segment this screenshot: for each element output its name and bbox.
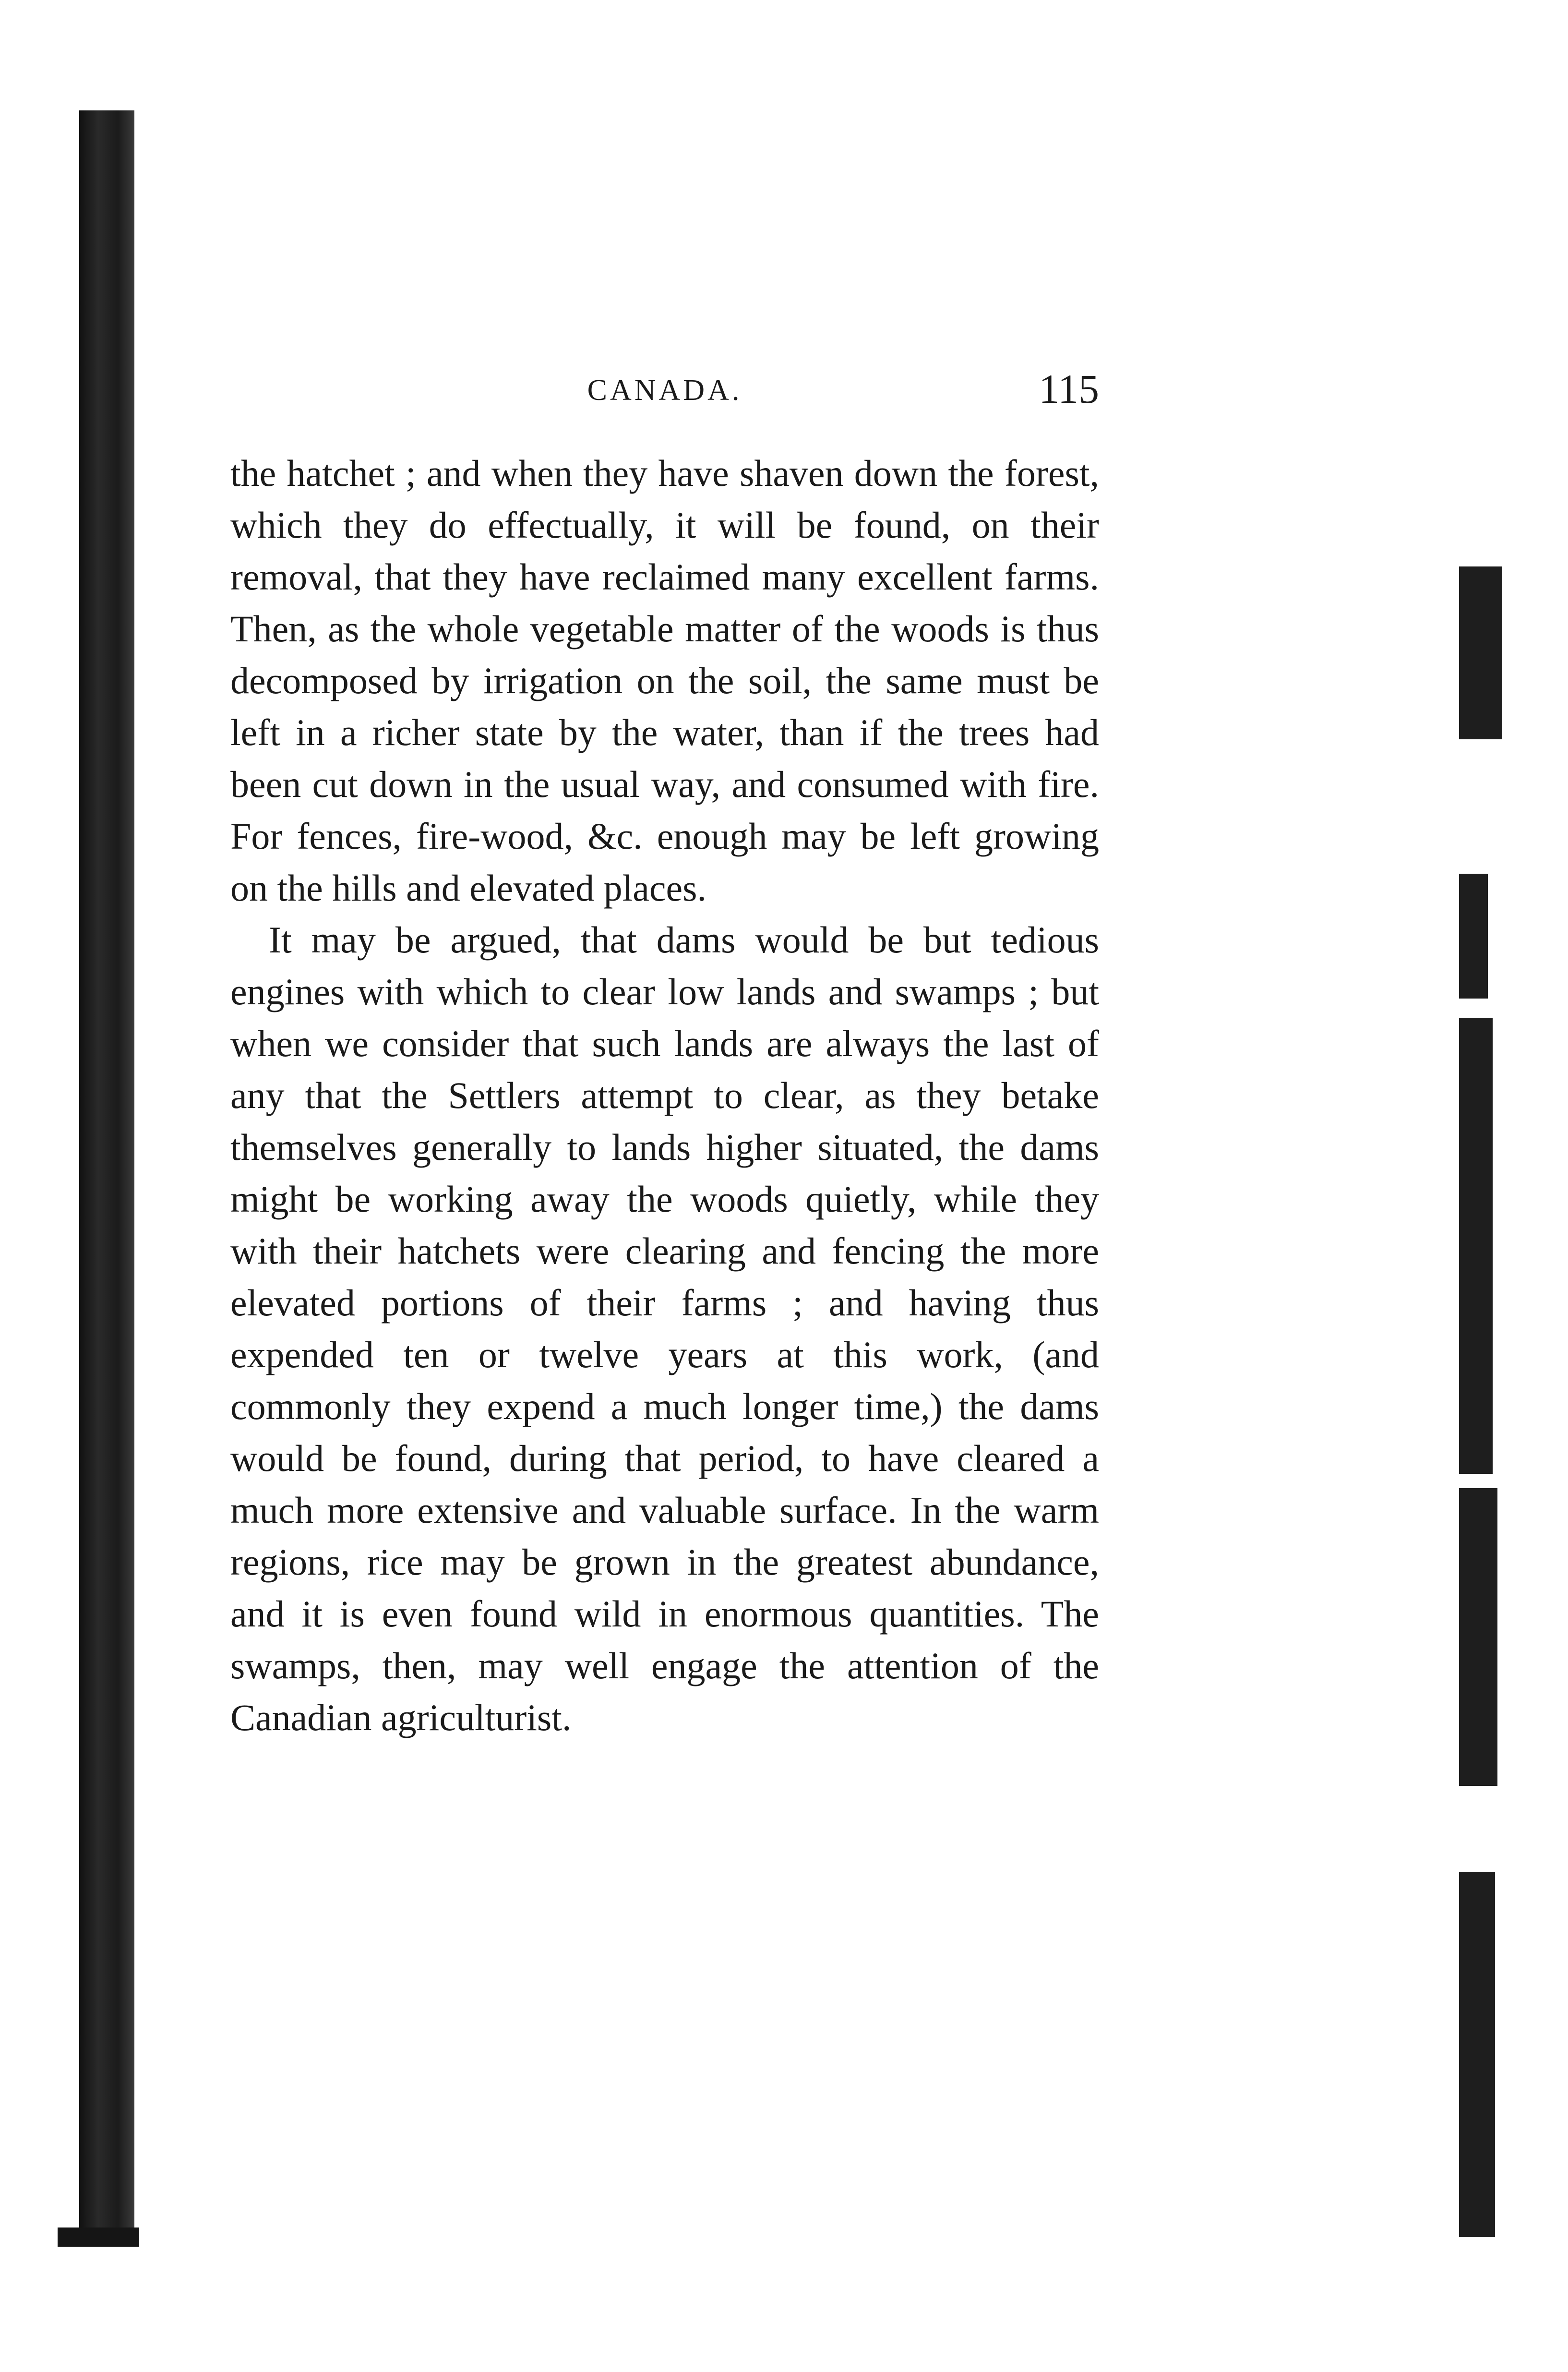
- edge-bleed-mark: [1459, 1488, 1497, 1786]
- edge-bleed-mark: [1459, 1872, 1495, 2237]
- binding-gutter-shadow: [79, 110, 134, 2237]
- paragraph: It may be argued, that dams would be but tedious engines with which to clear low lands and swamps ; but when we consider that such lands are always the last of any that the Settlers attempt to clear, as they betake themselves generally to lands higher situated, the dams might be working away the woods quietly, while they with their hatchets were clearing and fencing the more elevated portions of their farms ; and having thus expended ten or twelve years at this work, (and commonly they expend a much longer time,) the dams would be found, during that period, to have cleared a much more extensive and valuable surface. In the warm regions, rice may be grown in the greatest abundance, and it is even found wild in enormous quantities. The swamps, then, may well engage the attention of the Canadian agriculturist.: [230, 919, 1099, 1738]
- edge-bleed-mark: [1459, 566, 1502, 739]
- body-text: [230, 447, 1099, 1744]
- page-number: 115: [1039, 366, 1099, 412]
- running-title: CANADA.: [587, 374, 742, 407]
- edge-bleed-mark: [1459, 874, 1488, 999]
- page-header: [230, 365, 1099, 422]
- edge-bleed-mark: [1459, 1018, 1493, 1474]
- paragraph: the hatchet ; and when they have shaven down the forest, which they do effectually, it will be found, on their removal, that they have reclaimed many excellent farms. Then, as the whole vegetable matter of the woods is thus decomposed by irrigation on the soil, the same must be left in a richer state by the water, than if the trees had been cut down in the usual way, and consumed with fire. For fences, fire-wood, &c. enough may be left growing on the hills and elevated places.: [230, 452, 1099, 909]
- binding-gutter-foot: [58, 2228, 139, 2247]
